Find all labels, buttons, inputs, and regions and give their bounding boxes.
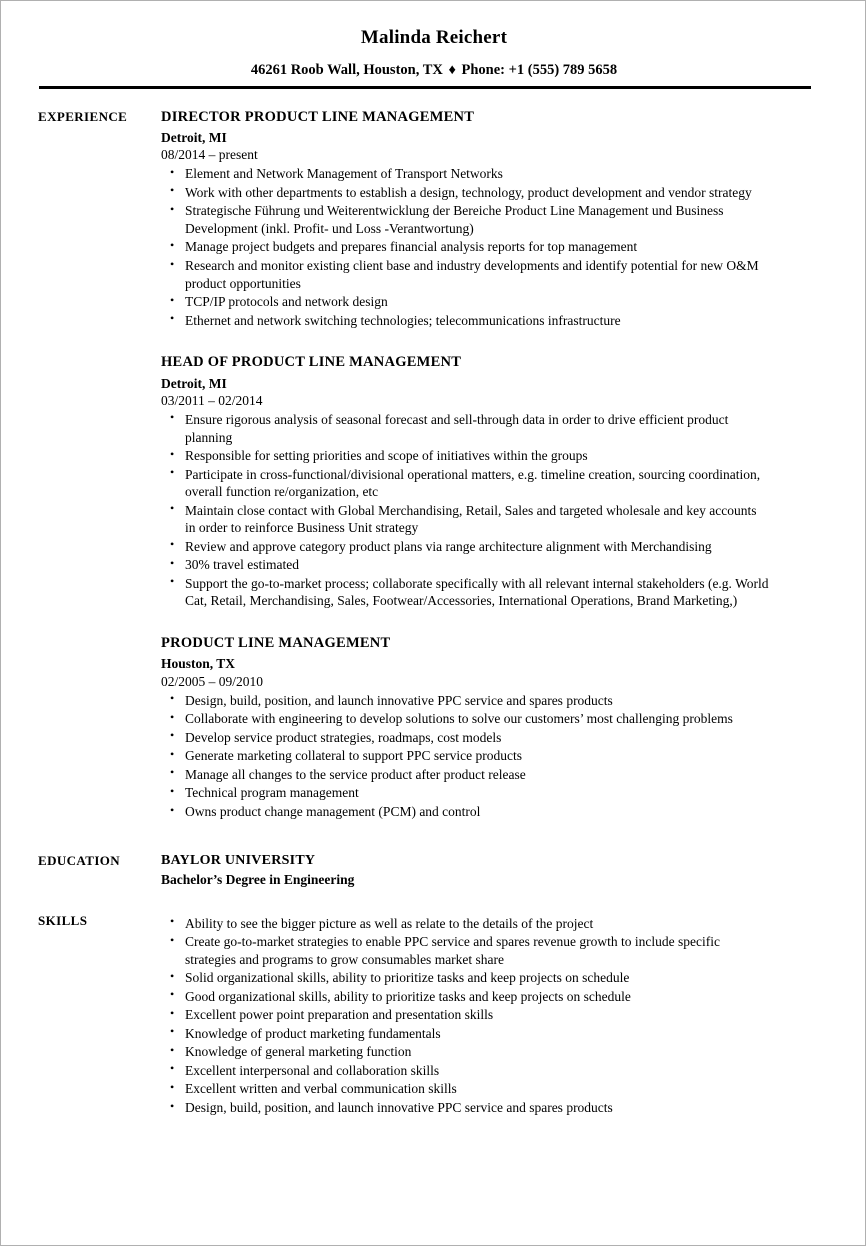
education-school: BAYLOR UNIVERSITY bbox=[161, 852, 316, 868]
job-dates: 02/2005 – 09/2010 bbox=[161, 673, 264, 689]
list-item: • Research and monitor existing client base and industry developments and identify potential for new O&M product opportunities bbox=[161, 257, 769, 292]
list-item: • Manage all changes to the service product after product release bbox=[161, 766, 769, 784]
job-location: Detroit, MI bbox=[161, 375, 227, 391]
list-item: • Good organizational skills, ability to prioritize tasks and keep projects on schedule bbox=[161, 988, 769, 1006]
education-section bbox=[1, 853, 866, 889]
header-divider bbox=[39, 86, 811, 89]
list-item: • Excellent written and verbal communication skills bbox=[161, 1080, 769, 1098]
experience-body bbox=[161, 109, 821, 821]
skills-section bbox=[1, 913, 866, 1117]
experience-section bbox=[1, 109, 866, 821]
education-degree: Bachelor’s Degree in Engineering bbox=[161, 872, 355, 888]
list-item: • Owns product change management (PCM) and control bbox=[161, 803, 769, 821]
list-item: • Excellent interpersonal and collaboration skills bbox=[161, 1062, 769, 1080]
job-bullet-list bbox=[161, 692, 769, 821]
resume-content bbox=[1, 1, 866, 1117]
list-item: • Design, build, position, and launch innovative PPC service and spares products bbox=[161, 692, 769, 710]
list-item: • Participate in cross-functional/divisional operational matters, e.g. timeline creation, sourcing coordination, overall function re/organization, etc bbox=[161, 466, 769, 501]
list-item: • Generate marketing collateral to support PPC service products bbox=[161, 747, 769, 765]
job-entry bbox=[161, 354, 769, 610]
list-item: • Design, build, position, and launch innovative PPC service and spares products bbox=[161, 1099, 769, 1117]
job-dates: 03/2011 – 02/2014 bbox=[161, 392, 263, 408]
section-label-skills: SKILLS bbox=[38, 912, 88, 928]
job-bullet-list bbox=[161, 411, 769, 610]
section-label-education: EDUCATION bbox=[38, 852, 121, 868]
contact-line bbox=[1, 62, 866, 79]
list-item: • Responsible for setting priorities and scope of initiatives within the groups bbox=[161, 447, 769, 465]
job-title: PRODUCT LINE MANAGEMENT bbox=[161, 634, 391, 651]
list-item: • Work with other departments to establish a design, technology, product development and vendor strategy bbox=[161, 184, 769, 202]
diamond-separator-icon: ♦ bbox=[448, 61, 456, 78]
job-location: Detroit, MI bbox=[161, 129, 227, 145]
education-body bbox=[161, 853, 821, 889]
list-item: • Ability to see the bigger picture as well as relate to the details of the project bbox=[161, 915, 769, 933]
list-item: • Ensure rigorous analysis of seasonal forecast and sell-through data in order to drive efficient product planning bbox=[161, 411, 769, 446]
section-label-experience: EXPERIENCE bbox=[38, 108, 128, 124]
job-title: HEAD OF PRODUCT LINE MANAGEMENT bbox=[161, 354, 462, 371]
job-location: Houston, TX bbox=[161, 656, 236, 672]
contact-address: 46261 Roob Wall, Houston, TX bbox=[250, 61, 443, 78]
list-item: • Strategische Führung und Weiterentwicklung der Bereiche Product Line Management und Business Development (inkl. Profit- und Loss -Verantwortung) bbox=[161, 202, 769, 237]
list-item: • Review and approve category product plans via range architecture alignment with Merchandising bbox=[161, 538, 769, 556]
list-item: • Knowledge of general marketing function bbox=[161, 1043, 769, 1061]
education-entry bbox=[161, 853, 769, 889]
list-item: • Collaborate with engineering to develop solutions to solve our customers’ most challenging problems bbox=[161, 710, 769, 728]
list-item: • Create go-to-market strategies to enable PPC service and spares revenue growth to include specific strategies and programs to grow consumables market share bbox=[161, 933, 769, 968]
contact-phone: Phone: +1 (555) 789 5658 bbox=[461, 61, 618, 78]
job-title: DIRECTOR PRODUCT LINE MANAGEMENT bbox=[161, 108, 475, 125]
list-item: • TCP/IP protocols and network design bbox=[161, 293, 769, 311]
list-item: • Support the go-to-market process; collaborate specifically with all relevant internal stakeholders (e.g. World Cat, Retail, Merchandising, Sales, Footwear/Accessories, International Operations, Brand Marketing,) bbox=[161, 575, 769, 610]
list-item: • 30% travel estimated bbox=[161, 556, 769, 574]
job-dates: 08/2014 – present bbox=[161, 147, 258, 163]
skills-bullet-list bbox=[161, 915, 769, 1117]
skills-body bbox=[161, 913, 821, 1117]
list-item: • Knowledge of product marketing fundamentals bbox=[161, 1025, 769, 1043]
list-item: • Excellent power point preparation and presentation skills bbox=[161, 1006, 769, 1024]
list-item: • Ethernet and network switching technologies; telecommunications infrastructure bbox=[161, 312, 769, 330]
list-item: • Element and Network Management of Transport Networks bbox=[161, 165, 769, 183]
list-item: • Technical program management bbox=[161, 784, 769, 802]
list-item: • Develop service product strategies, roadmaps, cost models bbox=[161, 729, 769, 747]
job-entry bbox=[161, 635, 769, 821]
job-bullet-list bbox=[161, 165, 769, 329]
list-item: • Solid organizational skills, ability to prioritize tasks and keep projects on schedule bbox=[161, 969, 769, 987]
resume-header bbox=[1, 1, 866, 89]
job-entry bbox=[161, 109, 769, 330]
list-item: • Maintain close contact with Global Merchandising, Retail, Sales and targeted wholesale and key accounts in order to reinforce Business Unit strategy bbox=[161, 502, 769, 537]
list-item: • Manage project budgets and prepares financial analysis reports for top management bbox=[161, 238, 769, 256]
candidate-name: Malinda Reichert bbox=[360, 27, 508, 48]
